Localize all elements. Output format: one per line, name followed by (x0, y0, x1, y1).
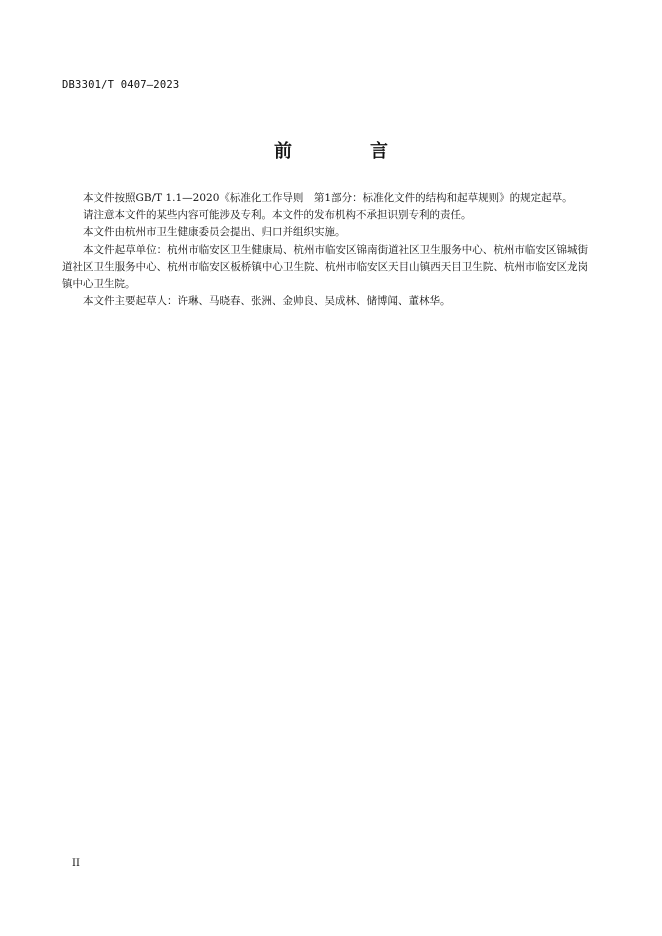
paragraph-patent-notice: 请注意本文件的某些内容可能涉及专利。本文件的发布机构不承担识别专利的责任。 (83, 209, 472, 222)
foreword-body (62, 190, 588, 310)
paragraph-drafters: 本文件主要起草人：许琳、马晓春、张洲、金帅良、吴成林、储博闻、董林华。 (83, 295, 451, 308)
paragraph-proposer: 本文件由杭州市卫生健康委员会提出、归口并组织实施。 (83, 226, 346, 239)
page-number: II (72, 858, 80, 869)
document-code: DB3301/T 0407—2023 (62, 79, 180, 91)
page-title: 前 言 (274, 141, 418, 162)
paragraph-drafting-units: 本文件起草单位：杭州市临安区卫生健康局、杭州市临安区锦南街道社区卫生服务中心、杭州市临安区锦城街道社区卫生服务中心、杭州市临安区板桥镇中心卫生院、杭州市临安区天目山镇西天目卫生院、杭州市临安区龙岗镇中心卫生院。 (62, 243, 588, 291)
paragraph-drafting-rules: 本文件按照GB/T 1.1—2020《标准化工作导则 第1部分：标准化文件的结构和起草规则》的规定起草。 (83, 192, 573, 204)
